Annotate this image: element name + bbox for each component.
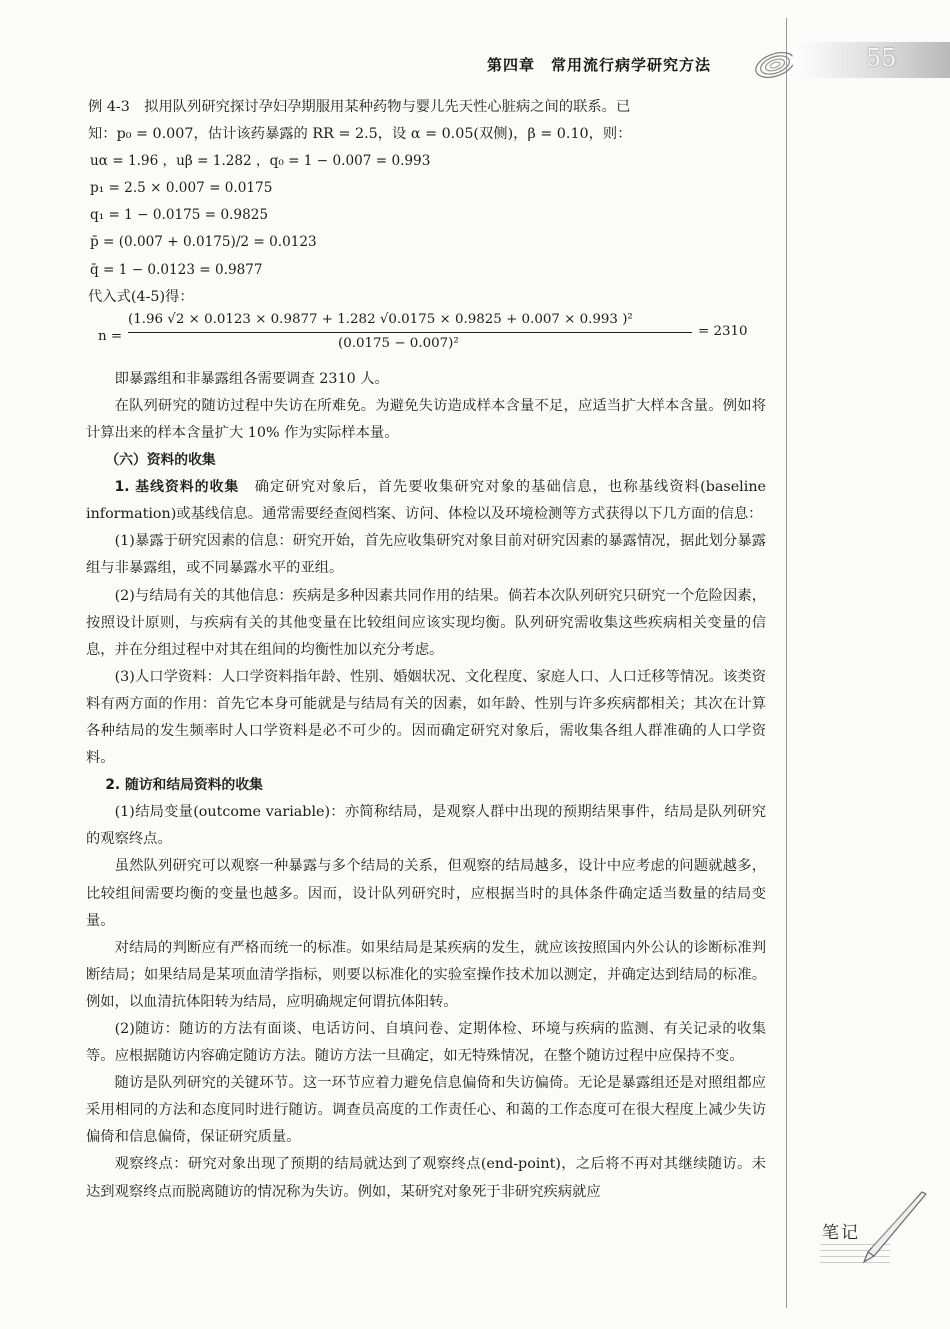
section-heading: （六）资料的收集 [105, 452, 216, 469]
paragraph-followup-1: (2)随访：随访的方法有面谈、电话访问、自填问卷、定期体检、环境与疾病的监测、有关记录的收集等。应根据随访内容确定随访方法。随访方法一旦确定，如无特殊情况，在整个随访过程中应保持不变。 [86, 1021, 766, 1065]
formula-lhs: n = [98, 328, 123, 344]
equation-3: q₁ = 1 − 0.0175 = 0.9825 [90, 207, 269, 224]
substitute-line: 代入式(4-5)得： [88, 288, 194, 305]
paragraph-loss-to-followup: 在队列研究的随访过程中失访在所难免。为避免失访造成样本含量不足，应适当扩大样本含量。例如将计算出来的样本含量扩大 10% 作为实际样本量。 [86, 397, 766, 441]
equation-5: q̄ = 1 − 0.0123 = 0.9877 [90, 261, 263, 278]
example-line-1: 例 4-3 拟用队列研究探讨孕妇孕期服用某种药物与婴儿先天性心脏病之间的联系。已 [88, 99, 631, 115]
notes-label: 笔记 [822, 1223, 860, 1243]
paragraph-baseline [86, 474, 766, 528]
paragraph-followup-2: 随访是队列研究的关键环节。这一环节应着力避免信息偏倚和失访偏倚。无论是暴露组还是对照组都应采用相同的方法和态度同时进行随访。调查员高度的工作责任心、和蔼的工作态度可在很大程度上减少失访偏倚和信息偏倚，保证研究质量。 [86, 1075, 766, 1146]
formula-result: = 2310 [698, 323, 748, 339]
paragraph-outcome-1: (1)结局变量(outcome variable)：亦简称结局，是观察人群中出现的预期结果事件，结局是队列研究的观察终点。 [86, 804, 766, 848]
equation-2: p₁ = 2.5 × 0.007 = 0.0175 [90, 180, 273, 197]
margin-divider-line [786, 18, 787, 1308]
paragraph-outcome-3: 对结局的判断应有严格而统一的标准。如果结局是某疾病的发生，就应该按照国内外公认的诊断标准判断结局；如果结局是某项血清学指标，则要以标准化的实验室操作技术加以测定，并确定达到结局的标准。例如，以血清抗体阳转为结局，应明确规定何谓抗体阳转。 [86, 939, 766, 1010]
page-number: 55 [866, 44, 897, 72]
paragraph-item-2: (2)与结局有关的其他信息：疾病是多种因素共同作用的结果。倘若本次队列研究只研究一个危险因素，按照设计原则，与疾病有关的其他变量在比较组间应该实现均衡。队列研究需收集这些疾病相关变量的信息，并在分组过程中对其在组间的均衡性加以充分考虑。 [86, 587, 766, 658]
swirl-decoration-icon [752, 42, 798, 88]
fraction-bar [128, 332, 692, 333]
example-line-2: 知：p₀ = 0.007，估计该药暴露的 RR = 2.5，设 α = 0.05(双侧)，β = 0.10，则： [88, 126, 632, 143]
paragraph-item-1: (1)暴露于研究因素的信息：研究开始，首先应收集研究对象目前对研究因素的暴露情况，据此划分暴露组与非暴露组，或不同暴露水平的亚组。 [86, 533, 766, 577]
notes-margin [820, 1210, 930, 1280]
sample-size-formula [86, 313, 766, 363]
paragraph-outcome-2: 虽然队列研究可以观察一种暴露与多个结局的关系，但观察的结局越多，设计中应考虑的问题就越多，比较组间需要均衡的变量也越多。因而，设计队列研究时，应根据当时的具体条件确定适当数量的结局变量。 [86, 858, 766, 929]
page-header [0, 44, 950, 80]
formula-numerator: (1.96 √2 × 0.0123 × 0.9877 + 1.282 √0.0175 × 0.9825 + 0.007 × 0.993 )² [128, 311, 633, 327]
subsection-text-1: 确定研究对象后，首先要收集研究对象的基础信息，也称基线资料(baseline information)或基线信息。通常需要经查阅档案、访问、体检以及环境检测等方式获得以下几方面的信息： [86, 479, 766, 523]
paragraph-endpoint: 观察终点：研究对象出现了预期的结局就达到了观察终点(end-point)，之后将不再对其继续随访。未达到观察终点而脱离随访的情况称为失访。例如，某研究对象死于非研究疾病就应 [86, 1156, 766, 1200]
main-text [86, 94, 766, 1206]
subsection-title-1: 1. 基线资料的收集 [114, 479, 240, 496]
result-line: 即暴露组和非暴露组各需要调查 2310 人。 [114, 370, 389, 387]
equation-4: p̄ = (0.007 + 0.0175)/2 = 0.0123 [90, 234, 317, 251]
formula-denominator: (0.0175 − 0.007)² [338, 335, 459, 351]
chapter-title: 第四章 常用流行病学研究方法 [487, 56, 712, 74]
subsection-title-2: 2. 随访和结局资料的收集 [105, 777, 263, 794]
paragraph-item-3: (3)人口学资料：人口学资料指年龄、性别、婚姻状况、文化程度、家庭人口、人口迁移等情况。该类资料有两方面的作用：首先它本身可能就是与结局有关的因素，如年龄、性别与许多疾病都相关；其次在计算各种结局的发生频率时人口学资料是必不可少的。因而确定研究对象后，需收集各组人群准确的人口学资料。 [86, 668, 766, 767]
equation-1: uα = 1.96 ，uβ = 1.282 ，q₀ = 1 − 0.007 = 0.993 [90, 153, 431, 170]
pen-icon [850, 1190, 930, 1270]
